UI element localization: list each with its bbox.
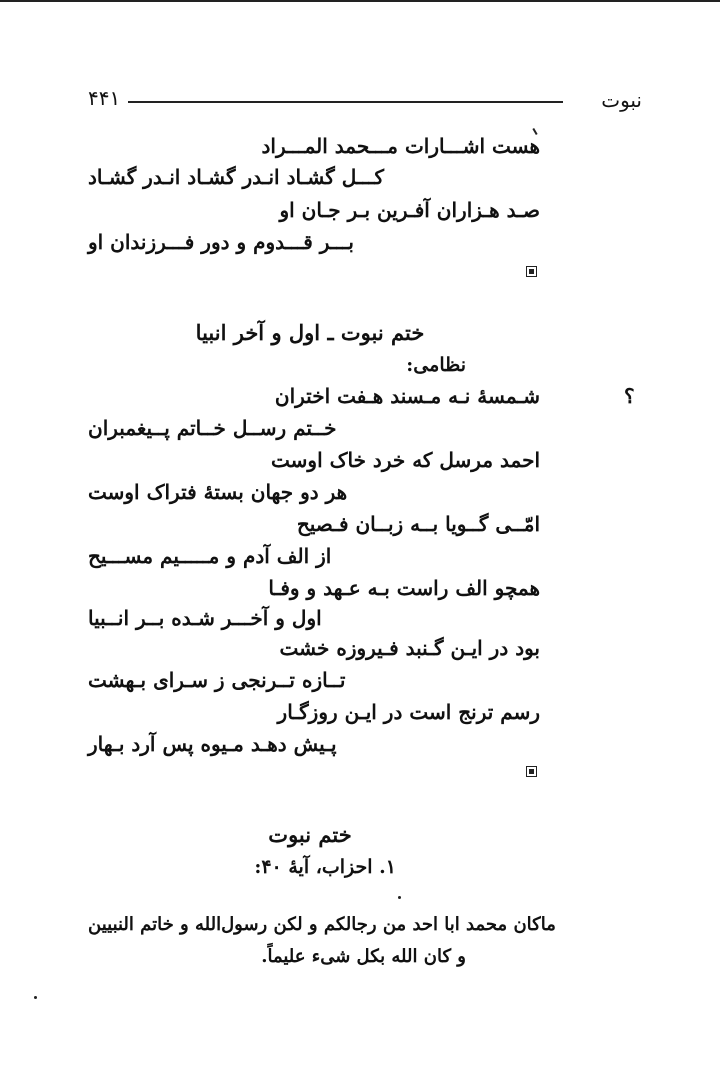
poem1-line-2: کـــل گشـاد انـدر گشـاد انـدر گشـاد — [88, 165, 385, 189]
verse-line: از الف آدم و مـــــیم مســـیح — [88, 544, 332, 568]
verse-line: خــتم رســل خــاتم پــیغمبران — [88, 416, 337, 440]
verse-line: پـیش دهـد مـیوه پس آرد بـهار — [88, 732, 337, 756]
verse-line: امّــی گــویا بــه زبــان فـصیح — [296, 512, 540, 536]
poet-name: نظامی: — [406, 354, 466, 376]
poem1-line-3: صـد هـزاران آفـرین بـر جـان او — [279, 198, 540, 222]
verse-line: رسم ترنج است در ایـن روزگـار — [277, 700, 540, 724]
stray-dot — [398, 896, 401, 899]
top-border — [0, 0, 720, 2]
header-rule — [128, 101, 563, 103]
verse-line: شـمسهٔ نـه مـسند هـفت اختران — [274, 384, 540, 408]
margin-mark: ؟ — [624, 384, 635, 408]
section-heading: ختم نبوت ـ اول و آخر انبیا — [195, 320, 425, 345]
verse-line: اول و آخـــر شـده بــر انــبیا — [88, 606, 322, 630]
verse-line: بود در ایـن گـنبد فـیروزه خشت — [279, 636, 540, 660]
verse-line: احمد مرسل که خرد خاک اوست — [271, 448, 540, 472]
poem1-line-1: هست اشـــارات مـــحمد المـــراد — [261, 134, 540, 158]
quran-verse-line-2: و کان الله بکل شیء علیماً. — [261, 946, 466, 967]
verse-line: هر دو جهان بستهٔ فتراک اوست — [88, 480, 348, 504]
section-heading: ختم نبوت — [268, 822, 352, 847]
quran-verse-line-1: ماکان محمد ابا احد من رجالکم و لکن رسول‌الله و خاتم النبیین — [88, 914, 556, 935]
section-end-mark — [526, 766, 537, 777]
page-number: ۴۴۱ — [88, 86, 121, 110]
section-end-mark — [526, 266, 537, 277]
running-title: نبوت — [601, 88, 642, 112]
verse-line: همچو الف راست بـه عـهد و وفـا — [268, 576, 540, 600]
verse-line: تــازه تــرنجی ز سـرای بـهشت — [88, 668, 346, 692]
stray-dot — [34, 996, 37, 999]
verse-reference: ۱. احزاب، آیهٔ ۴۰: — [254, 856, 396, 878]
poem1-line-4: بـــر قـــدوم و دور فـــرزندان او — [88, 230, 354, 254]
